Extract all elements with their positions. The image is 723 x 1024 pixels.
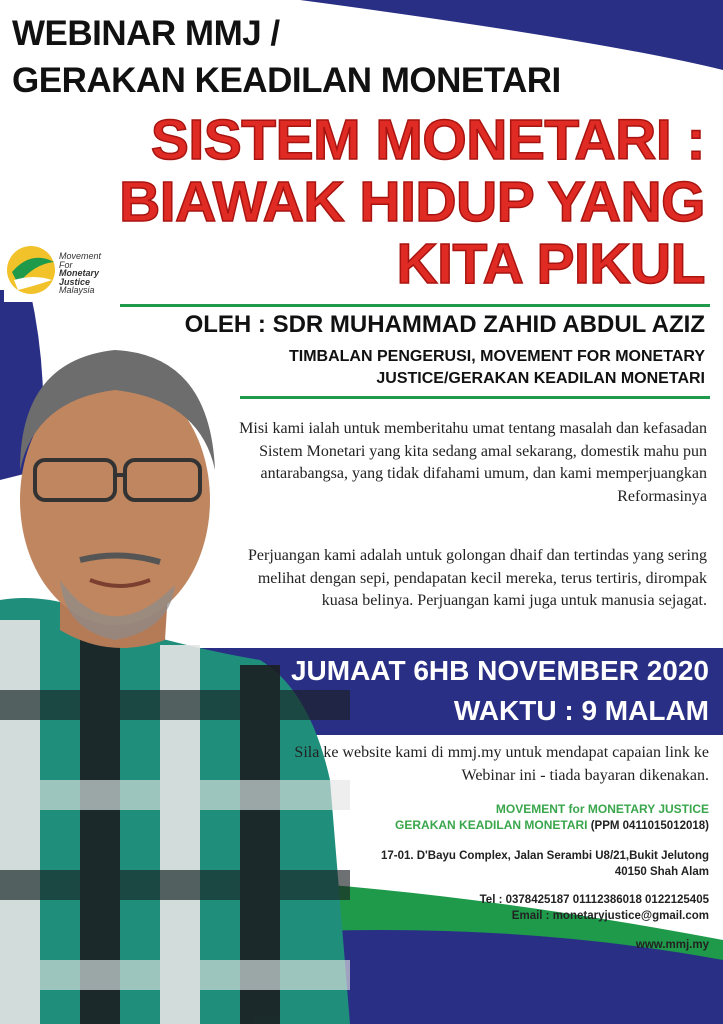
org-registration: (PPM 0411015012018) bbox=[590, 820, 709, 832]
event-time: WAKTU : 9 MALAM bbox=[453, 695, 709, 726]
webinar-info: Sila ke website kami di mmj.my untuk mendapat capaian link ke Webinar ini - tiada bayaran dikenakan. bbox=[294, 744, 709, 784]
divider-top bbox=[120, 304, 710, 307]
event-date: JUMAAT 6HB NOVEMBER 2020 bbox=[290, 655, 709, 686]
address-line-1: 17-01. D'Bayu Complex, Jalan Serambi U8/21,Bukit Jelutong bbox=[380, 850, 709, 862]
mmj-logo bbox=[4, 240, 120, 302]
contact-tel: Tel : 0378425187 01112386018 0122125405 bbox=[479, 894, 709, 906]
contact-email: Email : monetaryjustice@gmail.com bbox=[511, 910, 709, 922]
logo-line-2: For bbox=[59, 259, 73, 270]
speaker-position-line-2: JUSTICE/GERAKAN KEADILAN MONETARI bbox=[376, 370, 705, 387]
speaker-position-line-1: TIMBALAN PENGERUSI, MOVEMENT FOR MONETARY bbox=[289, 348, 705, 365]
divider-mid bbox=[240, 396, 710, 399]
title-line-2: BIAWAK HIDUP YANG bbox=[119, 170, 705, 234]
logo-line-3: Monetary bbox=[59, 268, 100, 278]
mission-paragraph-2: Perjuangan kami adalah untuk golongan dhaif dan tertindas yang sering melihat dengan sepi, pendapatan kecil mereka, terus tertiris, dirompak kuasa belinya. Perjuangan kami juga untuk manusia sejagat. bbox=[248, 547, 707, 609]
header-line-1: WEBINAR MMJ / bbox=[12, 14, 280, 53]
header-line-2: GERAKAN KEADILAN MONETARI bbox=[12, 61, 561, 100]
title-line-1: SISTEM MONETARI : bbox=[150, 108, 705, 172]
website-link[interactable]: www.mmj.my bbox=[635, 939, 709, 951]
org-name-line bbox=[395, 817, 709, 834]
org-name-en: MOVEMENT for MONETARY JUSTICE bbox=[495, 802, 709, 816]
address-line-2: 40150 Shah Alam bbox=[614, 866, 709, 878]
logo-line-4: Justice bbox=[59, 276, 91, 287]
title-line-3: KITA PIKUL bbox=[396, 232, 705, 296]
speaker-name: OLEH : SDR MUHAMMAD ZAHID ABDUL AZIZ bbox=[184, 311, 705, 338]
mission-paragraph-1: Misi kami ialah untuk memberitahu umat tentang masalah dan kefasadan Sistem Monetari yang kita sedang amal sekarang, domestik mahu pun antarabangsa, yang tidak difahami umum, dan kami memperjuangkan Reformasinya bbox=[239, 420, 707, 505]
mmj-logo-icon bbox=[4, 240, 59, 300]
logo-line-1: Movement bbox=[59, 251, 102, 261]
logo-line-5: Malaysia bbox=[59, 285, 95, 295]
org-name-ms: GERAKAN KEADILAN MONETARI bbox=[395, 818, 588, 832]
